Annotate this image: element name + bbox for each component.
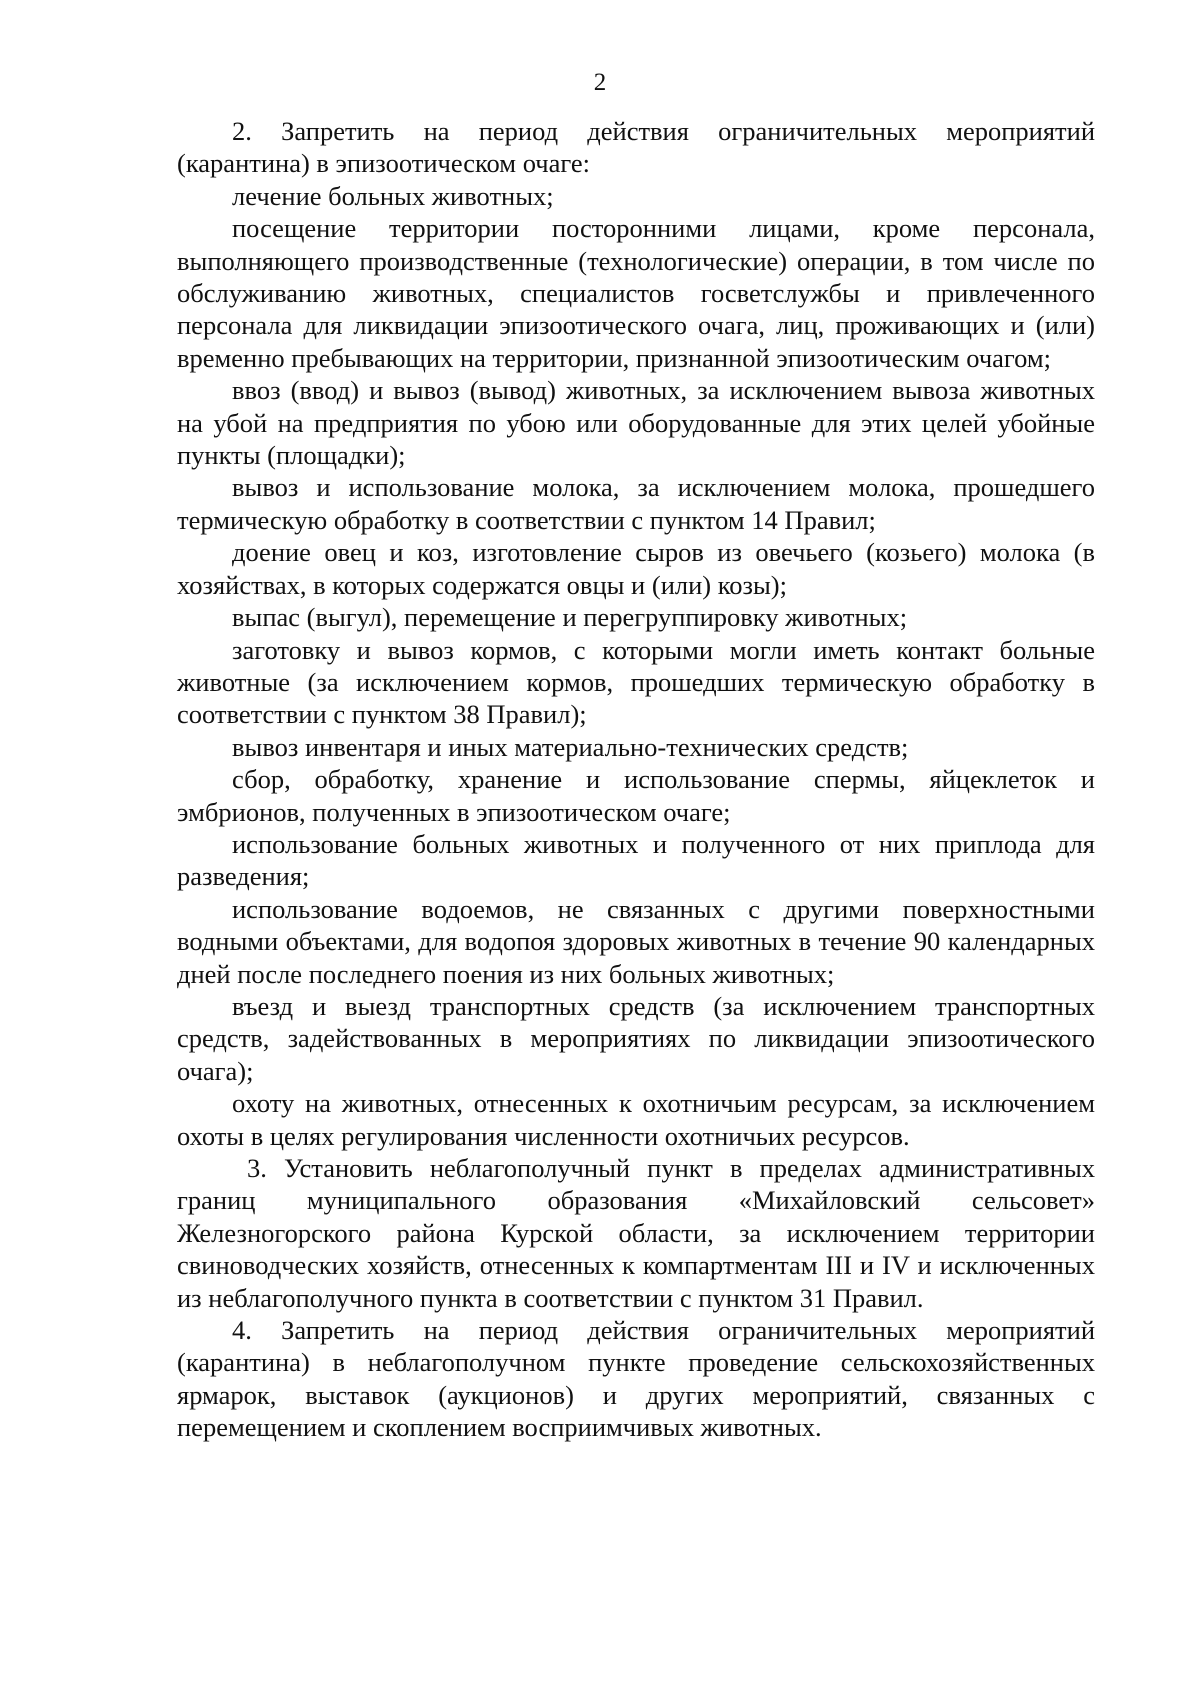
- paragraph-ban-milk: вывоз и использование молока, за исключением молока, прошедшего термическую обработку в соответствии с пунктом 14 Правил;: [177, 472, 1095, 535]
- page-number: 2: [593, 69, 607, 96]
- paragraph-ban-feed: заготовку и вывоз кормов, с которыми могли иметь контакт больные животные (за исключением кормов, прошедших термическую обработку в соответствии с пунктом 38 Правил);: [177, 634, 1095, 730]
- paragraph-ban-treatment: лечение больных животных;: [232, 180, 554, 211]
- paragraph-ban-milking: доение овец и коз, изготовление сыров из овечьего (козьего) молока (в хозяйствах, в которых содержатся овцы и (или) козы);: [177, 537, 1095, 600]
- paragraph-item-3: 3. Установить неблагополучный пункт в пределах административных границ муниципального образования «Михайловский сельсовет» Железногорского района Курской области, за исключением территории свиноводческих хозяйств, отнесенных к компартментам III и IV и исключенных из неблагополучного пункта в соответствии с пунктом 31 Правил.: [177, 1153, 1095, 1313]
- paragraph-ban-inventory: вывоз инвентаря и иных материально-технических средств;: [232, 731, 909, 762]
- paragraph-ban-vehicles: въезд и выезд транспортных средств (за исключением транспортных средств, задействованных в мероприятиях по ликвидации эпизоотического очага);: [177, 990, 1095, 1086]
- document-body: [177, 115, 1095, 1444]
- paragraph-item-2: 2. Запретить на период действия ограничительных мероприятий (карантина) в эпизоотическом очаге:: [177, 116, 1095, 179]
- paragraph-ban-grazing: выпас (выгул), перемещение и перегруппировку животных;: [232, 602, 908, 633]
- paragraph-ban-breeding: использование больных животных и полученного от них приплода для разведения;: [177, 828, 1095, 892]
- paragraph-ban-visits: посещение территории посторонними лицами, кроме персонала, выполняющего производственные (технологические) операции, в том числе по обслуживанию животных, специалистов госветслужбы и привлеченного персонала для ликвидации эпизоотического очага, лиц, проживающих и (или) временно пребывающих на территории, признанной эпизоотическим очагом;: [177, 213, 1095, 373]
- paragraph-ban-animal-transport: ввоз (ввод) и вывоз (вывод) животных, за исключением вывоза животных на убой на предприятия по убою или оборудованные для этих целей убойные пункты (площадки);: [177, 375, 1095, 471]
- paragraph-item-4: 4. Запретить на период действия ограничительных мероприятий (карантина) в неблагополучном пункте проведение сельскохозяйственных ярмарок, выставок (аукционов) и других мероприятий, связанных с перемещением и скоплением восприимчивых животных.: [177, 1315, 1095, 1443]
- paragraph-ban-hunting: охоту на животных, отнесенных к охотничьим ресурсам, за исключением охоты в целях регулирования численности охотничьих ресурсов.: [177, 1088, 1095, 1151]
- paragraph-ban-sperm: сбор, обработку, хранение и использование спермы, яйцеклеток и эмбрионов, полученных в эпизоотическом очаге;: [177, 764, 1095, 827]
- paragraph-ban-water: использование водоемов, не связанных с другими поверхностными водными объектами, для водопоя здоровых животных в течение 90 календарных дней после последнего поения из них больных животных;: [177, 893, 1095, 989]
